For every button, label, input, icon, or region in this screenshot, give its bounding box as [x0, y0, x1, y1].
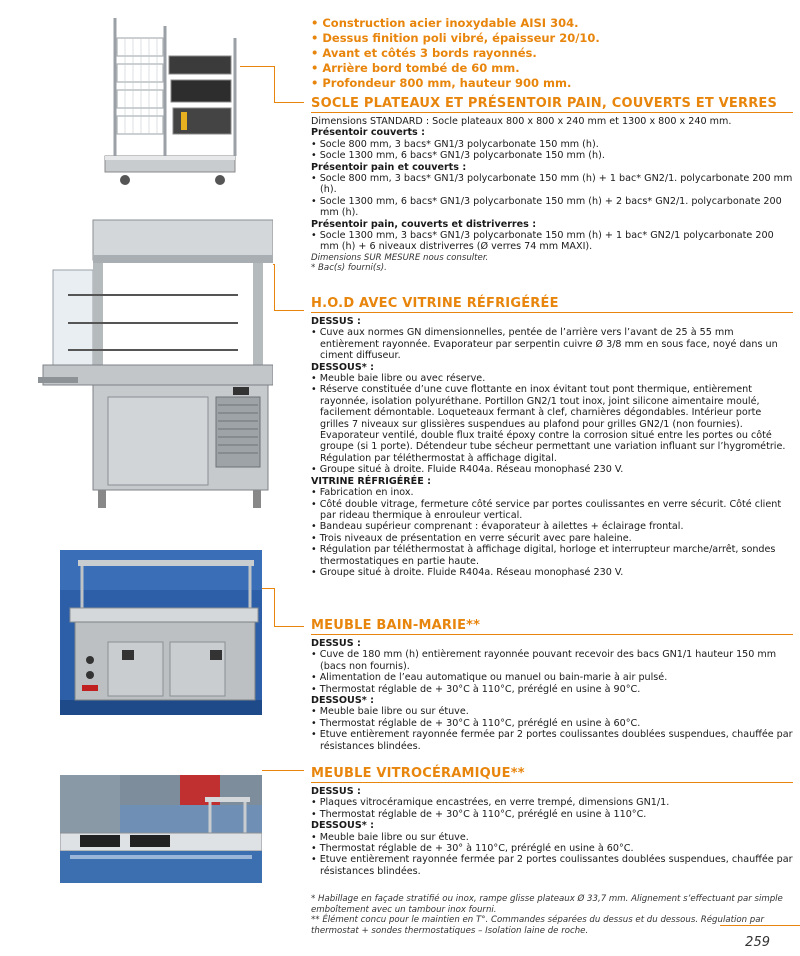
- intro-bullet: • Avant et côtés 3 bords rayonnés.: [311, 46, 537, 60]
- photo-hod-vitrine: [38, 215, 273, 510]
- list-item: • Thermostat réglable de + 30°C à 110°C, préréglé en usine à 110°C.: [311, 808, 647, 820]
- photo-bread-cutlery-stand: [85, 8, 245, 190]
- list-item: • Meuble baie libre ou avec réserve.: [311, 373, 486, 385]
- list-item: • Socle 1300 mm, 6 bacs* GN1/3 polycarbonate 150 mm (h).: [311, 150, 605, 162]
- subheading: DESSOUS* :: [311, 361, 374, 373]
- list-item: • Socle 800 mm, 3 bacs* GN1/3 polycarbonate 150 mm (h) + 1 bac* GN2/1. polycarbonate 200 mm (h).: [311, 173, 793, 196]
- section-title: SOCLE PLATEAUX ET PRÉSENTOIR PAIN, COUVERTS ET VERRES: [311, 96, 793, 113]
- connector-line-3b: [274, 588, 275, 626]
- connector-line-2b: [274, 264, 275, 310]
- subheading: DESSUS :: [311, 316, 361, 327]
- list-item: • Bandeau supérieur comprenant : évaporateur à ailettes + éclairage frontal.: [311, 521, 684, 533]
- dimensions-text: Dimensions STANDARD : Socle plateaux 800 x 800 x 240 mm et 1300 x 800 x 240 mm.: [311, 116, 732, 127]
- list-item: • Meuble baie libre ou sur étuve.: [311, 706, 469, 718]
- list-item: • Trois niveaux de présentation en verre sécurit avec pare haleine.: [311, 532, 632, 544]
- list-item: • Plaques vitrocéramique encastrées, en verre trempé, dimensions GN1/1.: [311, 797, 670, 809]
- footnotes: [311, 894, 793, 936]
- subheading: DESSUS :: [311, 786, 361, 797]
- connector-line-1b: [274, 66, 275, 102]
- intro-section: [311, 16, 793, 91]
- list-item: • Réserve constituée d’une cuve flottante en inox évitant tout pont thermique, entièrement rayonnée, isolation polyuréthane. Portillon GN2/1 tout inox, joint silicone aimentaire moulé, facilement démontable. Loqueteaux fermant à clef, charnières dégondables. Intérieur porte grilles 7 niveaux sur glissières suspendues au plafond pour grilles GN2/1 (non fournies). Evaporateur ventilé, double flux traité époxy contre la corrosion situé entre les portes ou côté groupe (si 1 porte). Détendeur tube sécheur permettant une variation influant sur l’hygrométrie. Régulation par téléthermostat à affichage digital.: [311, 384, 786, 464]
- footnote: ** Élément concu pour le maintien en T°. Commandes séparées du dessus et du dessous. Régulation par thermostat + sondes thermostatiques – Isolation laine de roche.: [311, 915, 765, 936]
- list-item: • Etuve entièrement rayonnée fermée par 2 portes coulissantes doublées suspendues, chauffée par résistances blindées.: [311, 729, 793, 752]
- list-item: • Côté double vitrage, fermeture côté service par portes coulissantes en verre sécurit. Côté client par rideau thermique à enrouleur vertical.: [311, 498, 782, 521]
- list-item: • Meuble baie libre ou sur étuve.: [311, 831, 469, 843]
- list-item: • Alimentation de l’eau automatique ou manuel ou bain-marie à air pulsé.: [311, 672, 668, 684]
- section-title: MEUBLE BAIN-MARIE**: [311, 618, 793, 635]
- connector-line-3: [262, 588, 274, 589]
- connector-line-1c: [274, 102, 304, 103]
- list-item: • Socle 1300 mm, 3 bacs* GN1/3 polycarbonate 150 mm (h) + 1 bac* GN2/1 polycarbonate 200 mm (h) + 6 niveaux distriverres (Ø verres 74 mm MAXI).: [311, 230, 774, 253]
- subheading: Présentoir pain, couverts et distriverres :: [311, 218, 537, 230]
- subheading: Présentoir pain et couverts :: [311, 161, 467, 173]
- connector-line-4: [262, 770, 304, 771]
- list-item: • Cuve de 180 mm (h) entièrement rayonnée pouvant recevoir des bacs GN1/1 hauteur 150 mm (bacs non fournis).: [311, 649, 777, 672]
- list-item: • Groupe situé à droite. Fluide R404a. Réseau monophasé 230 V.: [311, 566, 624, 578]
- section-bain-marie: [311, 618, 793, 752]
- list-item: • Thermostat réglable de + 30°C à 110°C, préréglé en usine à 60°C.: [311, 717, 641, 729]
- list-item: • Socle 1300 mm, 6 bacs* GN1/3 polycarbonate 150 mm (h) + 2 bacs* GN2/1. polycarbonate 200 mm (h).: [311, 195, 782, 219]
- intro-bullet: • Dessus finition poli vibré, épaisseur 20/10.: [311, 31, 600, 45]
- connector-line-3c: [274, 626, 304, 627]
- subheading: VITRINE RÉFRIGÉRÉE :: [311, 475, 431, 487]
- section-vitroceramique: [311, 766, 793, 877]
- section-title: H.O.D AVEC VITRINE RÉFRIGÉRÉE: [311, 296, 793, 313]
- intro-bullet: • Arrière bord tombé de 60 mm.: [311, 61, 520, 75]
- list-item: • Thermostat réglable de + 30°C à 110°C, préréglé en usine à 90°C.: [311, 683, 641, 695]
- subheading: DESSUS :: [311, 638, 361, 649]
- subheading: DESSOUS* :: [311, 695, 374, 707]
- intro-bullet: • Construction acier inoxydable AISI 304.: [311, 16, 579, 30]
- page-number: 259: [745, 935, 770, 950]
- intro-bullet: • Profondeur 800 mm, hauteur 900 mm.: [311, 76, 572, 90]
- section-title: MEUBLE VITROCÉRAMIQUE**: [311, 766, 793, 783]
- list-item: • Régulation par téléthermostat à affichage digital, horloge et interrupteur marche/arrêt, sondes thermostatiques en partie haute.: [311, 544, 776, 567]
- list-item: • Groupe situé à droite. Fluide R404a. Réseau monophasé 230 V.: [311, 464, 624, 476]
- section-hod: [311, 296, 793, 578]
- list-item: • Fabrication en inox.: [311, 487, 414, 499]
- photo-bain-marie: [60, 550, 262, 715]
- subheading: DESSOUS* :: [311, 820, 374, 832]
- page-number-rule: [720, 925, 800, 926]
- photo-vitroceramique: [60, 775, 262, 883]
- list-item: • Cuve aux normes GN dimensionnelles, pentée de l’arrière vers l’avant de 25 à 55 mm entièrement rayonnée. Evaporateur par serpentin cuivre Ø 3/8 mm en sous face, noyé dans un ciment diffuseur.: [311, 327, 778, 362]
- connector-line-2c: [274, 310, 304, 311]
- connector-line-1: [240, 66, 274, 67]
- list-item: • Etuve entièrement rayonnée fermée par 2 portes coulissantes doublées suspendues, chauffée par résistances blindées.: [311, 854, 793, 877]
- list-item: • Thermostat réglable de + 30° à 110°C, préréglé en usine à 60°C.: [311, 843, 634, 855]
- subheading: Présentoir couverts :: [311, 127, 425, 139]
- section-socle: [311, 96, 793, 274]
- note: * Bac(s) fourni(s).: [311, 263, 387, 274]
- list-item: • Socle 800 mm, 3 bacs* GN1/3 polycarbonate 150 mm (h).: [311, 138, 599, 150]
- footnote: * Habillage en façade stratifié ou inox, rampe glisse plateaux Ø 33,7 mm. Alignement s’effectuant par simple emboîtement avec un tambour inox fourni.: [311, 894, 783, 915]
- note: Dimensions SUR MESURE nous consulter.: [311, 252, 489, 263]
